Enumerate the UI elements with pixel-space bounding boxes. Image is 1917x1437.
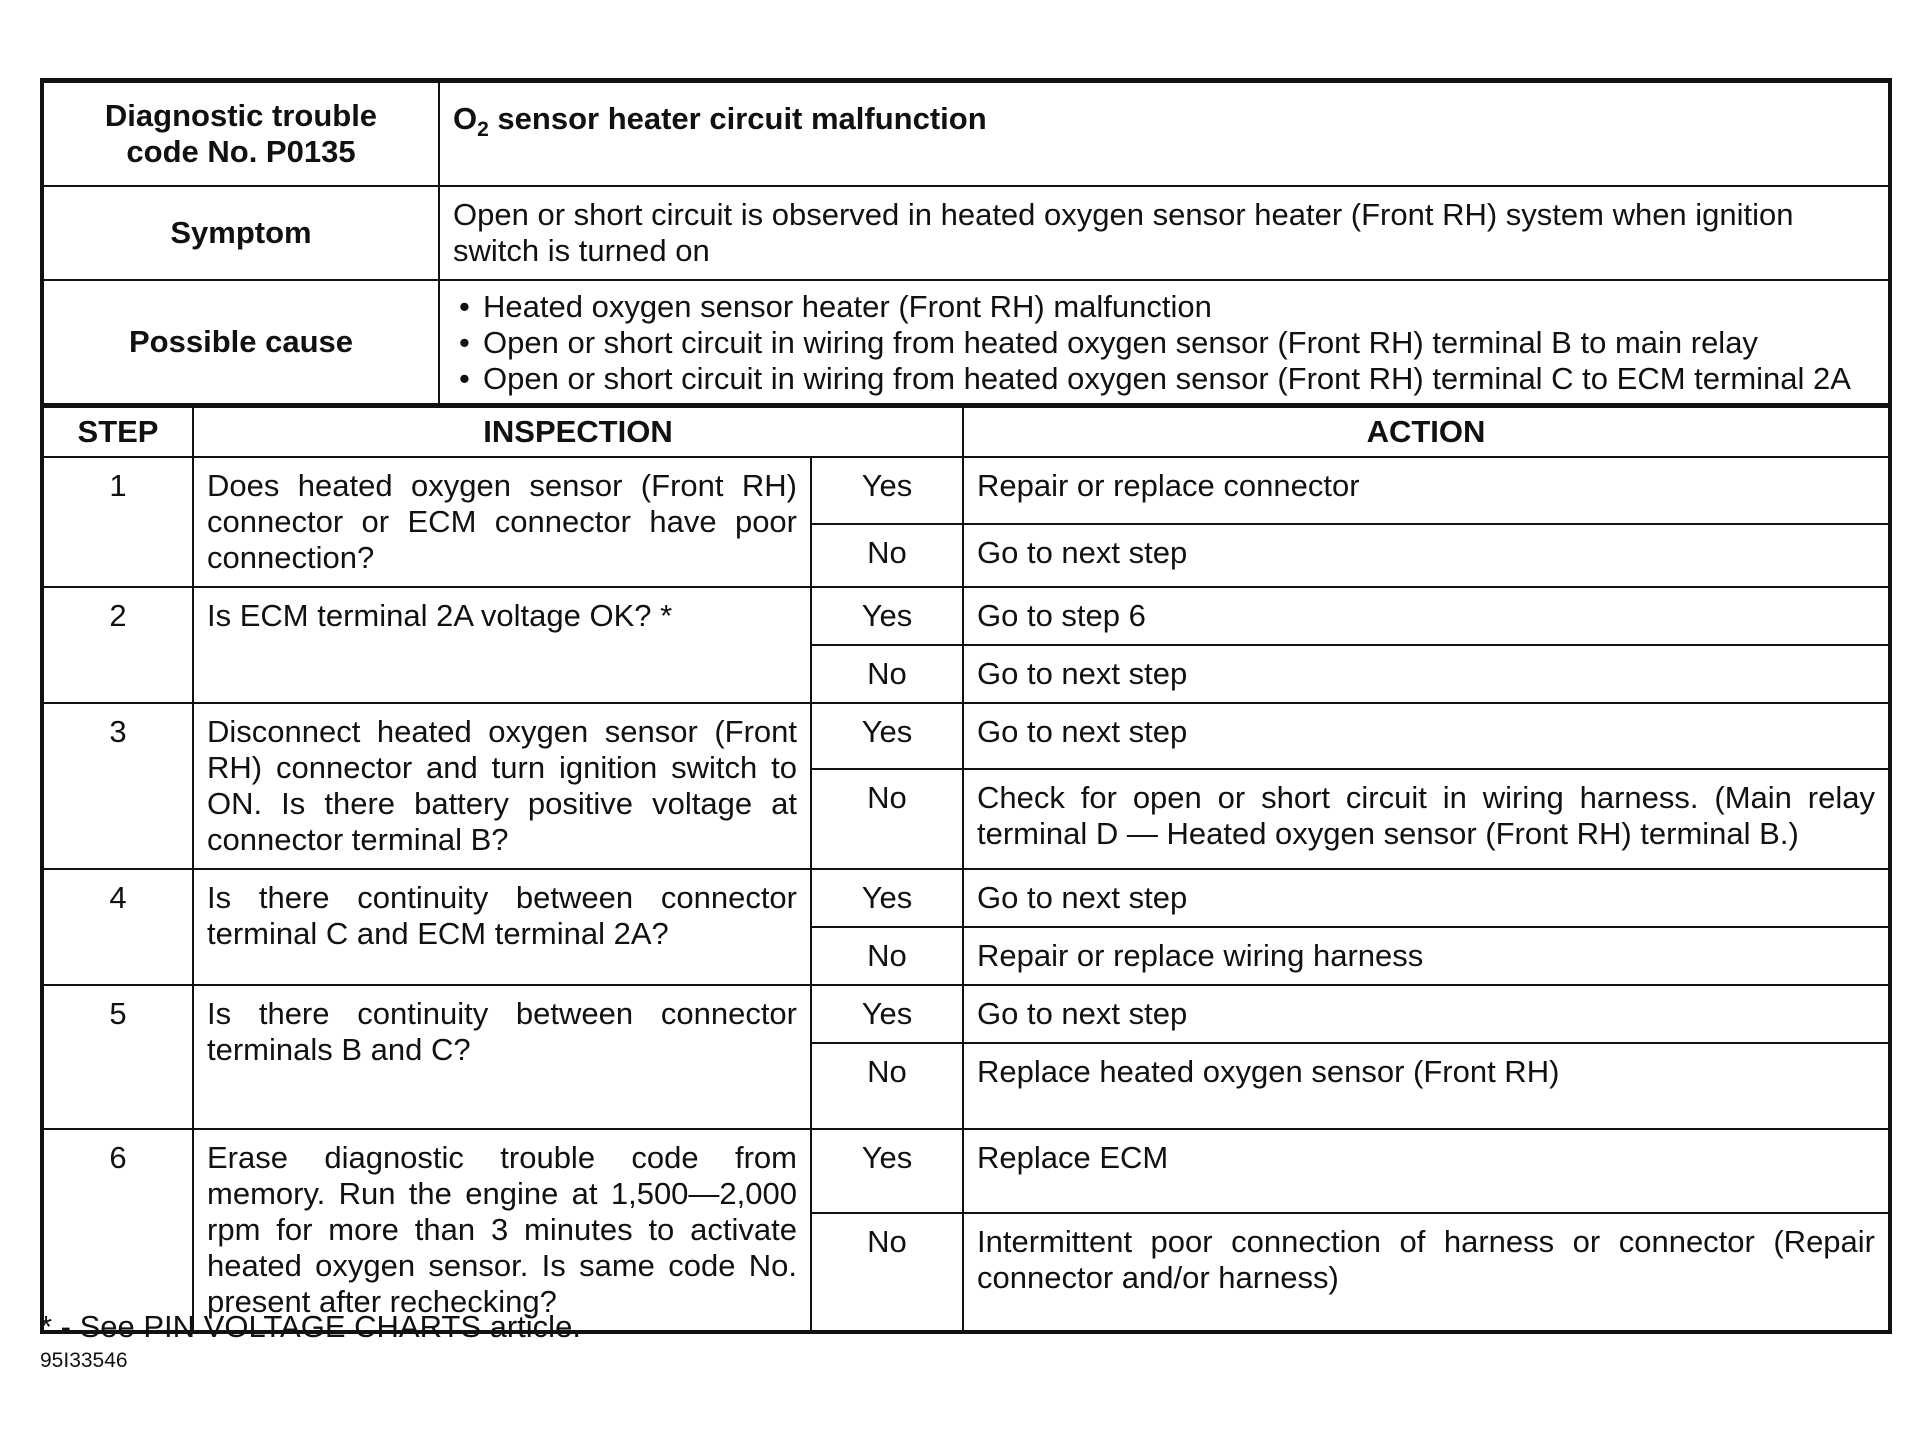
list-item: • Open or short circuit in wiring from heated oxygen sensor (Front RH) terminal C to ECM terminal 2A — [453, 361, 1875, 397]
answer-no: No — [811, 769, 963, 869]
table-row — [42, 587, 1890, 645]
action-no: Check for open or short circuit in wiring harness. (Main relay terminal D — Heated oxygen sensor (Front RH) terminal B.) — [963, 769, 1890, 869]
column-header-action: ACTION — [963, 407, 1890, 458]
list-item: • Open or short circuit in wiring from heated oxygen sensor (Front RH) terminal B to main relay — [453, 325, 1875, 361]
diagnostic-chart — [40, 78, 1892, 1334]
action-yes: Go to next step — [963, 703, 1890, 769]
column-header-step: STEP — [42, 407, 193, 458]
step-number: 5 — [42, 985, 193, 1129]
symptom-text: Open or short circuit is observed in heated oxygen sensor heater (Front RH) system when ignition switch is turned on — [439, 186, 1890, 280]
dtc-title — [439, 81, 1890, 187]
answer-no: No — [811, 927, 963, 985]
action-no: Intermittent poor connection of harness or connector (Repair connector and/or harness) — [963, 1213, 1890, 1332]
inspection-text: Disconnect heated oxygen sensor (Front RH) connector and turn ignition switch to ON. Is there battery positive voltage at connector terminal B? — [193, 703, 811, 869]
answer-yes: Yes — [811, 985, 963, 1043]
action-no: Repair or replace wiring harness — [963, 927, 1890, 985]
action-no: Go to next step — [963, 645, 1890, 703]
inspection-text: Is there continuity between connector terminals B and C? — [193, 985, 811, 1129]
table-row — [42, 457, 1890, 524]
possible-cause-label: Possible cause — [42, 280, 439, 404]
inspection-text: Does heated oxygen sensor (Front RH) connector or ECM connector have poor connection? — [193, 457, 811, 587]
table-row — [42, 1129, 1890, 1213]
action-no: Go to next step — [963, 524, 1890, 587]
footnote: * - See PIN VOLTAGE CHARTS article. — [40, 1309, 581, 1344]
action-yes: Go to next step — [963, 869, 1890, 927]
answer-yes: Yes — [811, 457, 963, 524]
step-number: 4 — [42, 869, 193, 985]
dtc-row — [42, 81, 1890, 187]
dtc-title-o: O — [453, 101, 478, 136]
table-row — [42, 869, 1890, 927]
table-row — [42, 703, 1890, 769]
step-number: 3 — [42, 703, 193, 869]
answer-yes: Yes — [811, 1129, 963, 1213]
step-number: 6 — [42, 1129, 193, 1332]
possible-cause-list — [453, 289, 1875, 397]
inspection-text: Is there continuity between connector terminal C and ECM terminal 2A? — [193, 869, 811, 985]
possible-cause-row — [42, 280, 1890, 404]
action-yes: Replace ECM — [963, 1129, 1890, 1213]
dtc-title-rest: sensor heater circuit malfunction — [488, 101, 987, 136]
inspection-text: Erase diagnostic trouble code from memory. Run the engine at 1,500—2,000 rpm for more than 3 minutes to activate heated oxygen sensor. Is same code No. present after rechecking? — [193, 1129, 811, 1332]
answer-no: No — [811, 1213, 963, 1332]
answer-yes: Yes — [811, 869, 963, 927]
answer-yes: Yes — [811, 587, 963, 645]
column-header-inspection: INSPECTION — [193, 407, 963, 458]
dtc-label: Diagnostic trouble code No. P0135 — [42, 81, 439, 187]
dtc-header-table — [40, 78, 1892, 405]
inspection-text: Is ECM terminal 2A voltage OK? * — [193, 587, 811, 703]
possible-cause-cell — [439, 280, 1890, 404]
symptom-row — [42, 186, 1890, 280]
list-item: • Heated oxygen sensor heater (Front RH) malfunction — [453, 289, 1875, 325]
answer-no: No — [811, 645, 963, 703]
table-row — [42, 985, 1890, 1043]
action-yes: Repair or replace connector — [963, 457, 1890, 524]
steps-table — [40, 405, 1892, 1334]
column-header-row — [42, 407, 1890, 458]
answer-no: No — [811, 524, 963, 587]
dtc-title-subscript: 2 — [477, 118, 489, 142]
action-yes: Go to step 6 — [963, 587, 1890, 645]
action-no: Replace heated oxygen sensor (Front RH) — [963, 1043, 1890, 1129]
step-number: 2 — [42, 587, 193, 703]
figure-id: 95I33546 — [40, 1349, 128, 1372]
symptom-label: Symptom — [42, 186, 439, 280]
action-yes: Go to next step — [963, 985, 1890, 1043]
answer-no: No — [811, 1043, 963, 1129]
answer-yes: Yes — [811, 703, 963, 769]
step-number: 1 — [42, 457, 193, 587]
